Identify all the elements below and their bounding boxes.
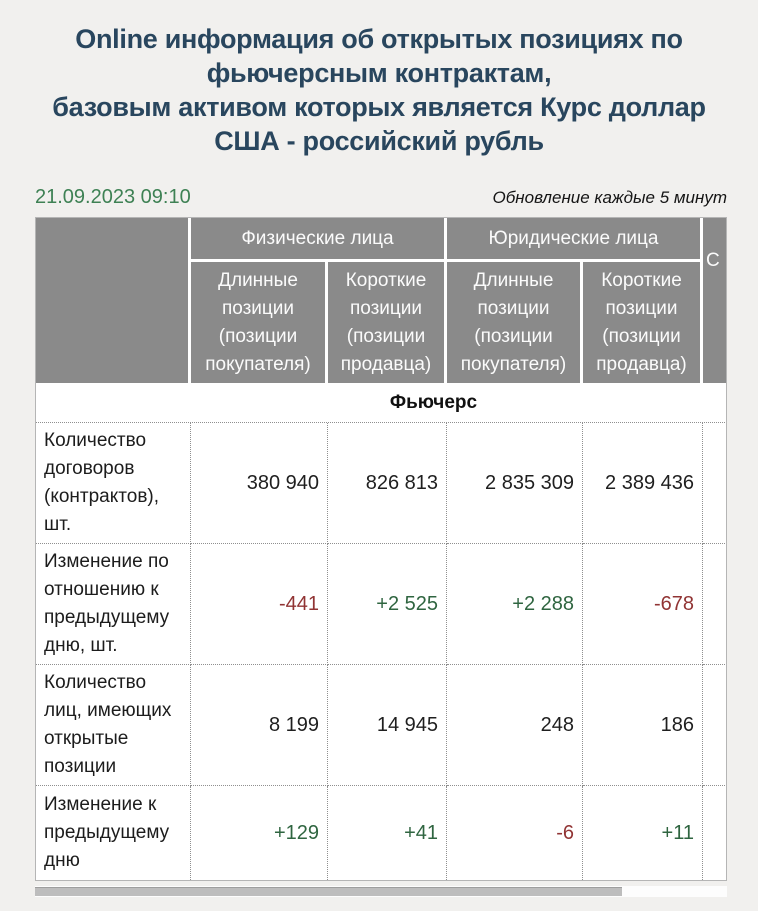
cell-value: +2 525 bbox=[328, 544, 447, 665]
table-row-persons-change bbox=[36, 786, 727, 880]
subheader-individuals-long: Длинные позиции (позиции покупателя) bbox=[191, 262, 328, 383]
page-title bbox=[0, 0, 758, 158]
cell-value: -6 bbox=[447, 786, 583, 880]
page-title-line: базовым активом которых является Курс доллар bbox=[52, 92, 706, 122]
update-note: Обновление каждые 5 минут bbox=[492, 188, 727, 207]
horizontal-scrollbar-track[interactable] bbox=[35, 886, 727, 897]
cell-value: 8 199 bbox=[191, 665, 328, 786]
row-label: Количество договоров (контрактов), шт. bbox=[36, 423, 191, 544]
page-title-line: фьючерсным контрактам, bbox=[206, 58, 552, 88]
cell-value-clipped bbox=[703, 423, 727, 544]
subheader-individuals-short: Короткие позиции (позиции продавца) bbox=[328, 262, 447, 383]
section-label: Фьючерс bbox=[36, 383, 727, 423]
meta-row bbox=[35, 186, 727, 209]
row-label: Количество лиц, имеющих открытые позиции bbox=[36, 665, 191, 786]
cell-value: +2 288 bbox=[447, 544, 583, 665]
cell-value: 14 945 bbox=[328, 665, 447, 786]
header-group-row bbox=[36, 218, 727, 262]
cell-value: -441 bbox=[191, 544, 328, 665]
cell-value-clipped bbox=[703, 665, 727, 786]
table-row-contracts-change bbox=[36, 544, 727, 665]
cell-value: +129 bbox=[191, 786, 328, 880]
positions-table-viewport bbox=[35, 217, 727, 881]
row-label: Изменение к предыдущему дню bbox=[36, 786, 191, 880]
timestamp: 21.09.2023 09:10 bbox=[35, 186, 191, 208]
cell-value: 2 835 309 bbox=[447, 423, 583, 544]
page-title-line: Online информация об открытых позициях по bbox=[75, 24, 683, 54]
cell-value: 826 813 bbox=[328, 423, 447, 544]
section-row-futures bbox=[36, 383, 727, 423]
group-header-legal-entities: Юридические лица bbox=[447, 218, 703, 262]
cell-value-clipped bbox=[703, 544, 727, 665]
page-title-line: США - российский рубль bbox=[214, 126, 544, 156]
corner-cell bbox=[36, 218, 191, 383]
cell-value: -678 bbox=[583, 544, 703, 665]
partial-column-header: С bbox=[703, 218, 727, 383]
table-row-persons-count bbox=[36, 665, 727, 786]
cell-value: 248 bbox=[447, 665, 583, 786]
subheader-legal-short: Короткие позиции (позиции продавца) bbox=[583, 262, 703, 383]
cell-value: +41 bbox=[328, 786, 447, 880]
cell-value: 380 940 bbox=[191, 423, 328, 544]
cell-value: +11 bbox=[583, 786, 703, 880]
subheader-legal-long: Длинные позиции (позиции покупателя) bbox=[447, 262, 583, 383]
positions-table bbox=[36, 218, 727, 880]
cell-value: 2 389 436 bbox=[583, 423, 703, 544]
horizontal-scrollbar-thumb[interactable] bbox=[35, 887, 622, 896]
table-row-contracts-count bbox=[36, 423, 727, 544]
row-label: Изменение по отношению к предыдущему дню, шт. bbox=[36, 544, 191, 665]
cell-value: 186 bbox=[583, 665, 703, 786]
cell-value-clipped bbox=[703, 786, 727, 880]
group-header-individuals: Физические лица bbox=[191, 218, 447, 262]
